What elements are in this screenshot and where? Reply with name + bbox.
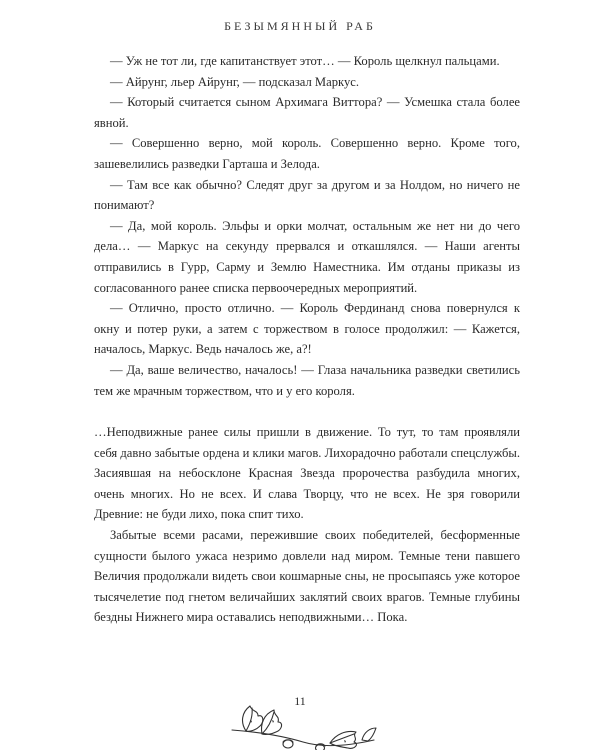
- dialogue-line: — Да, ваше величество, началось! — Глаза начальника разведки светились тем же мрачным торжеством, что и у его короля.: [94, 362, 520, 398]
- dialogue-line: — Айрунг, льер Айрунг, — подсказал Маркус.: [110, 74, 359, 89]
- dialogue-line: — Отлично, просто отлично. — Король Фердинанд снова повернулся к окну и потер руки, а затем с торжеством в голосе продолжил: — Кажется, началось, Маркус. Ведь началось же, а?!: [94, 301, 520, 357]
- page-number: 11: [294, 694, 306, 708]
- page-footer: [0, 690, 600, 750]
- dialogue-line: — Да, мой король. Эльфы и орки молчат, остальным же нет ни до чего дела… — Маркус на секунду прервался и откашлялся. — Наши агенты отправились в Гурр, Сарму и Землю Наместника. Им отданы приказы из согласованного ранее списка первоочередных мероприятий.: [94, 218, 520, 295]
- dialogue-line: — Уж не тот ли, где капитанствует этот… — Король щелкнул пальцами.: [110, 54, 500, 68]
- main-text: [94, 51, 520, 628]
- section-break: [94, 401, 520, 422]
- narrative-paragraph: …Неподвижные ранее силы пришли в движение. То тут, то там проявляли себя давно забытые ордена и клики магов. Лихорадочно работали спецслужбы. Засиявшая на небосклоне Красная Звезда пророчества разбудила многих, очень многих. Но не всех. И слава Творцу, что не всех. Не зря говорили Древние: не буди лихо, пока спит тихо.: [94, 425, 520, 522]
- dialogue-line: — Там все как обычно? Следят друг за другом и за Нолдом, но ничего не понимают?: [94, 177, 520, 213]
- dialogue-line: — Который считается сыном Архимага Виттора? — Усмешка стала более явной.: [94, 95, 520, 130]
- running-title: БЕЗЫМЯННЫЙ РАБ: [224, 19, 376, 33]
- dialogue-line: — Совершенно верно, мой король. Совершенно верно. Кроме того, зашевелились разведки Гарташа и Зелода.: [94, 136, 520, 171]
- narrative-paragraph: Забытые всеми расами, пережившие своих победителей, бесформенные сущности былого ужаса незримо довлели над миром. Темные тени павшего Величия продолжали видеть свои кошмарные сны, не просыпаясь уже которое тысячелетие под гнетом величайших заклятий своих врагов. Темные глубины бездны Нижнего мира оставались неподвижными… Пока.: [94, 528, 520, 625]
